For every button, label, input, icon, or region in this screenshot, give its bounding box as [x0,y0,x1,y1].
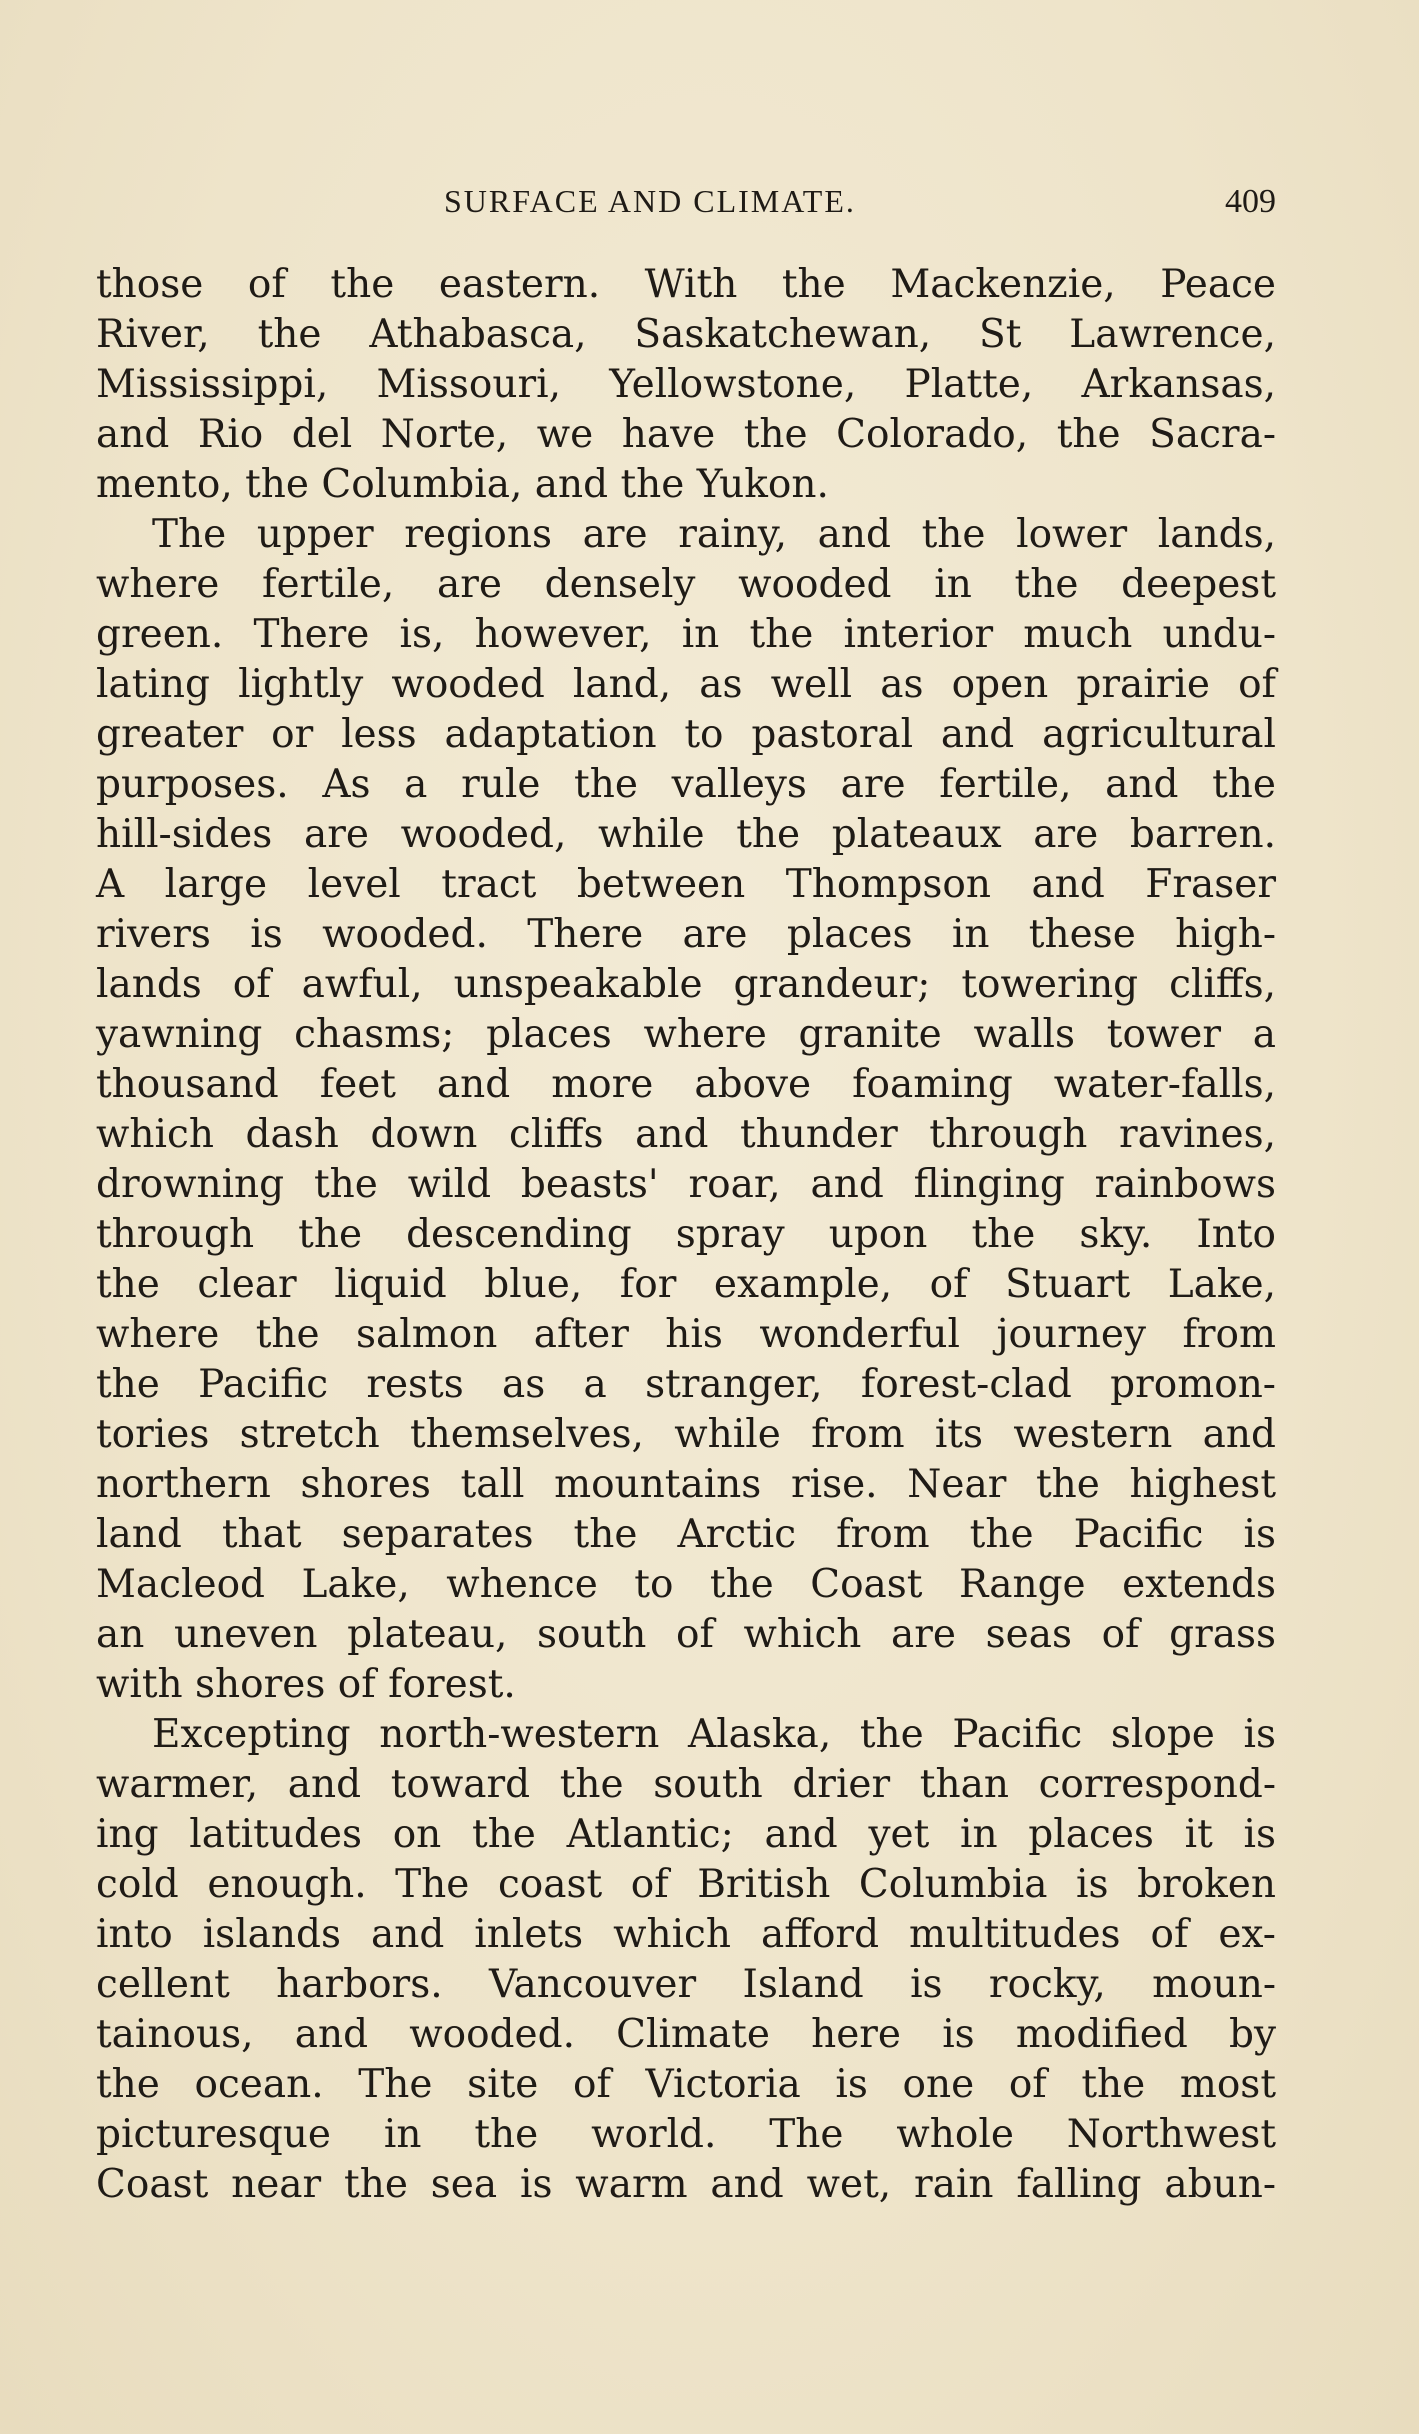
text-line: River, the Athabasca, Saskatchewan, St Lawrence, [96,312,1276,357]
text-line: the clear liquid blue, for example, of Stuart Lake, [96,1262,1276,1307]
body-text [96,260,1276,2210]
text-line: purposes. As a rule the valleys are fertile, and the [96,762,1276,807]
text-line: through the descending spray upon the sky. Into [96,1212,1276,1257]
text-line: green. There is, however, in the interior much undu- [96,612,1276,657]
text-line: which dash down cliffs and thunder through ravines, [96,1112,1276,1157]
text-line: lating lightly wooded land, as well as open prairie of [96,662,1276,707]
text-line: and Rio del Norte, we have the Colorado, the Sacra- [96,412,1276,457]
text-line: A large level tract between Thompson and Fraser [96,862,1276,907]
text-line: thousand feet and more above foaming water-falls, [96,1062,1276,1107]
text-line: where the salmon after his wonderful journey from [96,1312,1276,1357]
text-line: rivers is wooded. There are places in these high- [96,912,1276,957]
text-line: an uneven plateau, south of which are seas of grass [96,1612,1276,1657]
text-line: Mississippi, Missouri, Yellowstone, Platte, Arkansas, [96,362,1276,407]
text-line: lands of awful, unspeakable grandeur; towering cliffs, [96,962,1276,1007]
text-line: drowning the wild beasts' roar, and flinging rainbows [96,1162,1276,1207]
text-line: northern shores tall mountains rise. Near the highest [96,1462,1276,1507]
text-line: Macleod Lake, whence to the Coast Range extends [96,1562,1276,1607]
text-line: tainous, and wooded. Climate here is modified by [96,2012,1276,2057]
text-line: mento, the Columbia, and the Yukon. [96,462,829,507]
text-line: tories stretch themselves, while from its western and [96,1412,1276,1457]
page-header [96,183,1276,233]
page-number: 409 [1225,183,1276,220]
text-line: those of the eastern. With the Mackenzie, Peace [96,262,1276,307]
text-line: the Pacific rests as a stranger, forest-clad promon- [96,1362,1276,1407]
text-line: ing latitudes on the Atlantic; and yet in places it is [96,1812,1276,1857]
text-line: picturesque in the world. The whole Northwest [96,2112,1276,2157]
text-line: where fertile, are densely wooded in the deepest [96,562,1276,607]
text-line: greater or less adaptation to pastoral and agricultural [96,712,1276,757]
text-line: hill-sides are wooded, while the plateaux are barren. [96,812,1276,857]
running-title: SURFACE AND CLIMATE. [444,183,856,219]
text-line: cold enough. The coast of British Columbia is broken [96,1862,1276,1907]
text-line: with shores of forest. [96,1662,516,1707]
text-line: cellent harbors. Vancouver Island is rocky, moun- [96,1962,1276,2007]
text-line: warmer, and toward the south drier than correspond- [96,1762,1276,1807]
text-line: into islands and inlets which afford multitudes of ex- [96,1912,1276,1957]
text-line: Excepting north-western Alaska, the Pacific slope is [152,1712,1276,1757]
text-line: land that separates the Arctic from the Pacific is [96,1512,1276,1557]
text-line: the ocean. The site of Victoria is one of the most [96,2062,1276,2107]
text-line: The upper regions are rainy, and the lower lands, [152,512,1276,557]
text-line: Coast near the sea is warm and wet, rain falling abun- [96,2162,1276,2207]
text-line: yawning chasms; places where granite walls tower a [96,1012,1276,1057]
